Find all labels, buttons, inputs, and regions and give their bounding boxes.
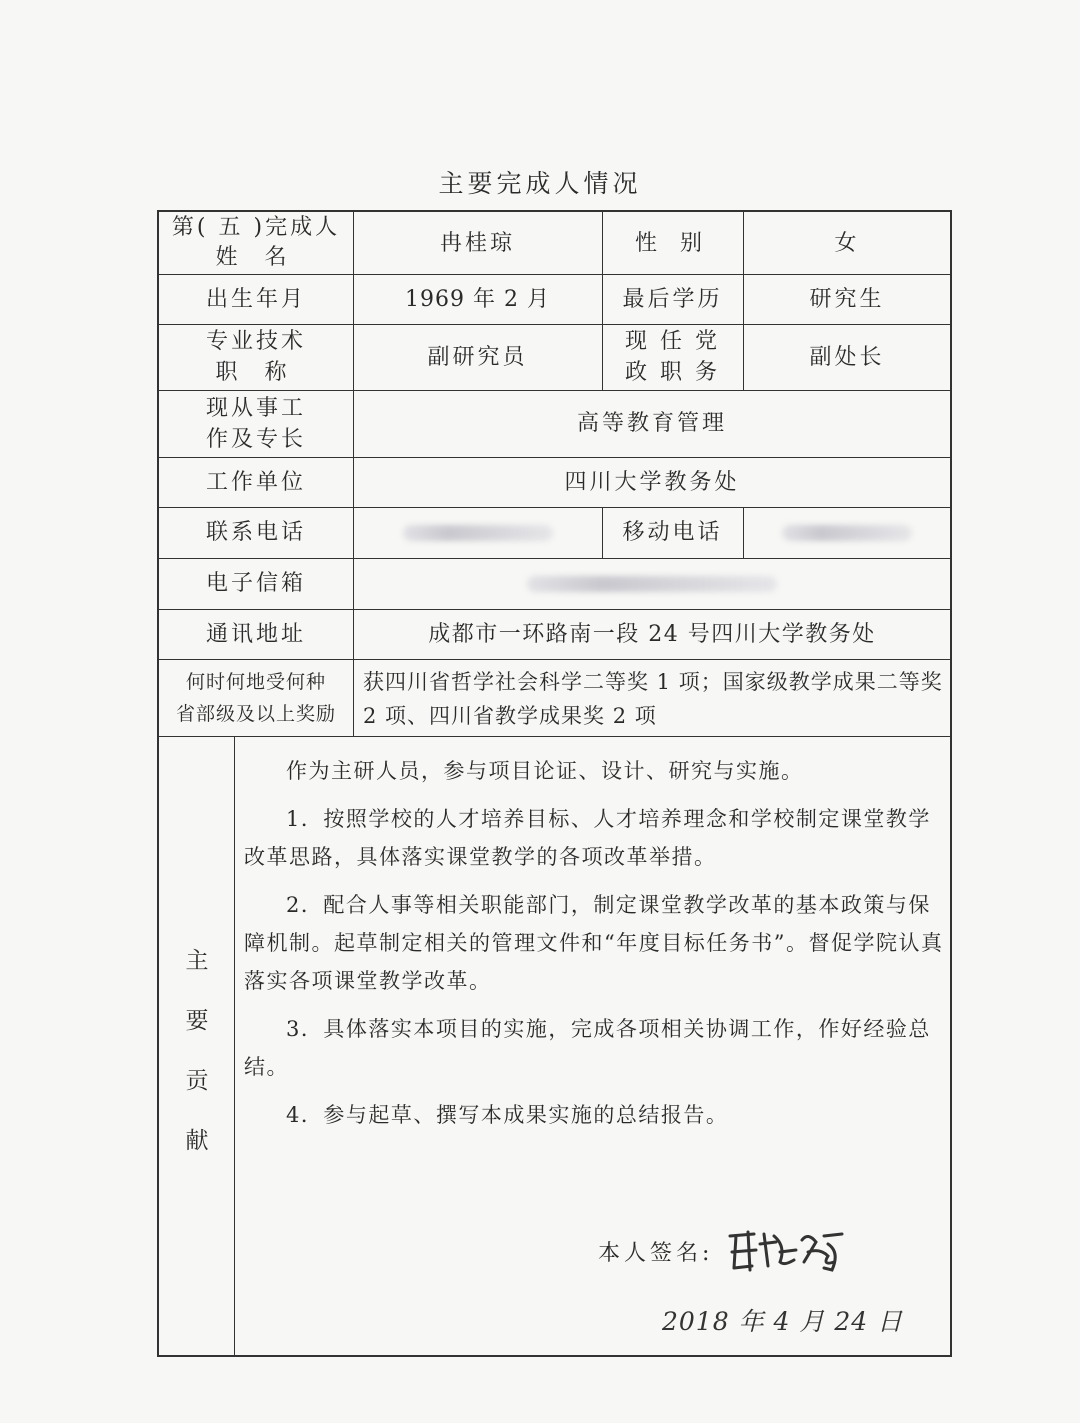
- party-post-label: [602, 324, 743, 390]
- birth-value: 1969 年 2 月: [405, 286, 550, 312]
- col-divider: [234, 736, 235, 1357]
- awards-label-line1: 何时何地受何种: [185, 670, 326, 693]
- contribution-label-char: 献: [185, 1128, 209, 1154]
- mobile-value-redacted: [743, 507, 951, 558]
- work-label: [159, 390, 353, 457]
- birth-label: 出生年月: [205, 286, 306, 312]
- name-value: 冉桂琼: [439, 230, 515, 256]
- mobile-label: 移动电话: [622, 520, 723, 545]
- address-value: 成都市一环路南一段 24 号四川大学教务处: [428, 621, 876, 647]
- signature-date: 2018 年 4 月 24 日: [662, 1307, 904, 1336]
- redaction-blur: [403, 525, 553, 541]
- prof-title-label-line1: 专业技术: [205, 329, 306, 354]
- education-value: 研究生: [809, 286, 885, 312]
- contribution-paragraph: 3．具体落实本项目的实施，完成各项相关协调工作，作好经验总结。: [244, 1017, 931, 1079]
- rank-label: 第( 五 )完成人: [171, 215, 341, 240]
- handwritten-signature: [724, 1222, 850, 1278]
- contribution-paragraph: 4．参与起草、撰写本成果实施的总结报告。: [286, 1103, 729, 1127]
- party-post-label-line2: 政 职 务: [625, 360, 720, 385]
- phone-label: 联系电话: [205, 520, 306, 545]
- education-label: 最后学历: [622, 286, 723, 312]
- name-label: 姓 名: [215, 245, 297, 270]
- awards-label: [159, 659, 353, 736]
- gender-value: 女: [834, 230, 860, 256]
- contribution-text: [244, 752, 944, 1144]
- redaction-blur: [527, 576, 777, 592]
- contribution-label-char: 主: [185, 948, 209, 974]
- phone-value-redacted: [353, 507, 602, 558]
- row-divider: [157, 736, 952, 737]
- contribution-label-char: 贡: [185, 1068, 209, 1094]
- prof-title-label: [159, 324, 353, 390]
- redaction-blur: [782, 525, 912, 541]
- awards-value: 获四川省哲学社会科学二等奖 1 项；国家级教学成果二等奖 2 项、四川省教学成果奖 2 项: [363, 670, 943, 728]
- work-label-line2: 作及专长: [205, 426, 306, 452]
- signature-label: 本人签名:: [598, 1241, 714, 1266]
- contribution-paragraph: 1．按照学校的人才培养目标、人才培养理念和学校制定课堂教学改革思路，具体落实课堂教学的各项改革举措。: [244, 807, 931, 869]
- party-post-label-line1: 现 任 党: [625, 329, 720, 354]
- work-value: 高等教育管理: [576, 411, 727, 436]
- gender-label: 性 别: [635, 230, 710, 256]
- prof-title-label-line2: 职 称: [215, 360, 297, 385]
- unit-value: 四川大学教务处: [564, 469, 740, 495]
- page-title: 主要完成人情况: [438, 169, 642, 198]
- awards-label-line2: 省部级及以上奖励: [175, 702, 336, 725]
- email-value-redacted: [353, 558, 951, 609]
- work-label-line1: 现从事工: [205, 395, 306, 421]
- address-label: 通讯地址: [205, 621, 306, 647]
- rank-name-label: [159, 212, 353, 274]
- prof-title-value: 副研究员: [427, 344, 528, 370]
- party-post-value: 副处长: [809, 344, 885, 370]
- unit-label: 工作单位: [205, 469, 306, 495]
- contribution-paragraph: 作为主研人员，参与项目论证、设计、研究与实施。: [286, 759, 804, 783]
- contribution-paragraph: 2．配合人事等相关职能部门，制定课堂教学改革的基本政策与保障机制。起草制定相关的管理文件和“年度目标任务书”。督促学院认真落实各项课堂教学改革。: [244, 893, 944, 993]
- email-label: 电子信箱: [205, 571, 306, 596]
- contribution-label-char: 要: [185, 1008, 209, 1034]
